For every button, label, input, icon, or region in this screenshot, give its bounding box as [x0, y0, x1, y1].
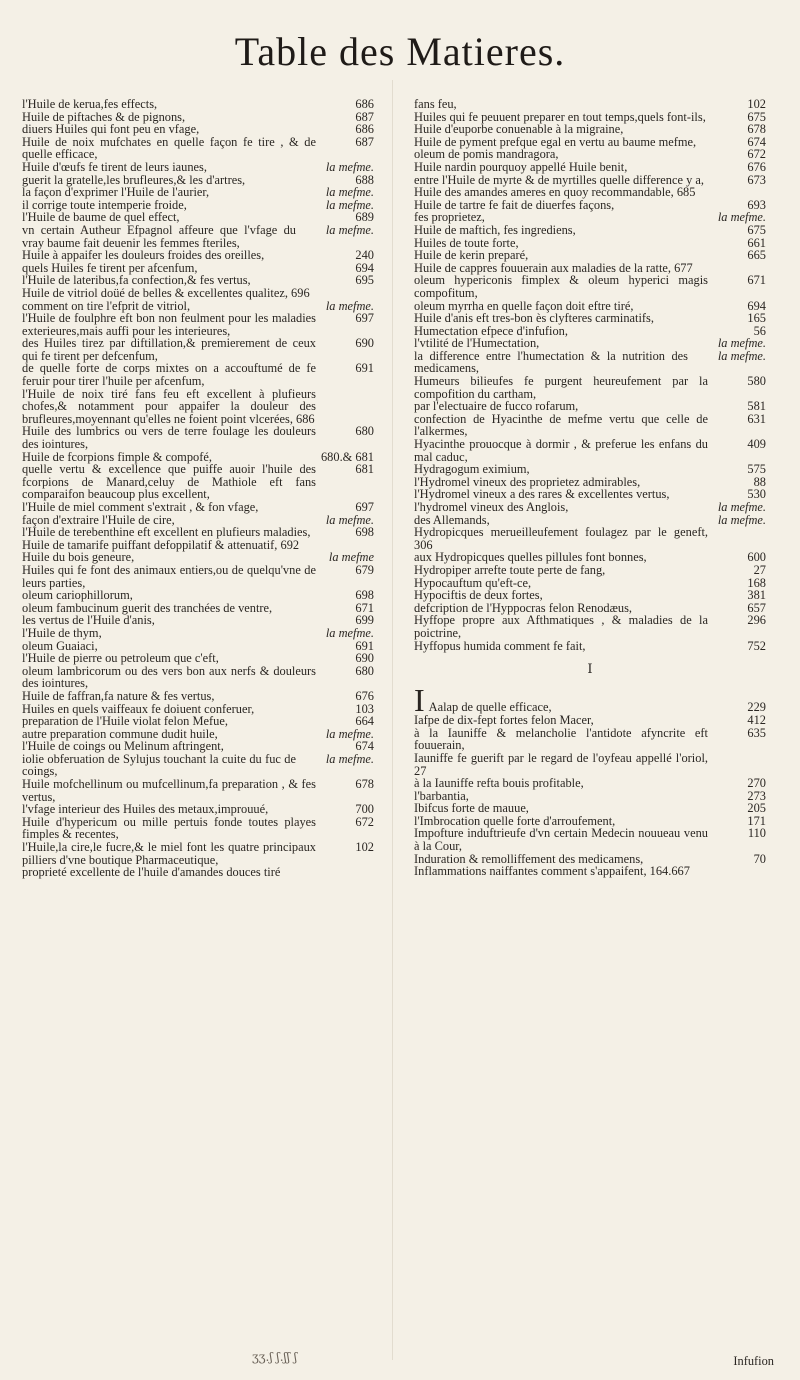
entry-page-ref: la mefme. — [325, 625, 374, 640]
entry-page-ref: la mefme. — [325, 726, 374, 741]
entry-text: Hyacinthe prouocque à dormir , & preferue les enfans du mal caduc, — [414, 437, 708, 464]
gutter — [392, 80, 393, 1360]
entry-page-ref: 240 — [355, 248, 374, 263]
entry-page-ref: 676 — [747, 159, 766, 174]
entry-text: Iafpe de dix-fept fortes felon Macer, — [414, 713, 594, 728]
index-entry — [414, 249, 766, 262]
entry-page-ref: 675 — [747, 222, 766, 237]
entry-text: l'Huile de kerua,fes effects, — [22, 97, 158, 111]
entry-page-ref: la mefme. — [717, 512, 766, 527]
index-entry — [414, 161, 766, 174]
entry-page-ref: 678 — [747, 122, 766, 137]
entry-page-ref: 27 — [753, 562, 766, 577]
entry-text: Hyffopus humida comment fe fait, — [414, 638, 586, 653]
entry-page-ref: 205 — [747, 801, 766, 816]
entry-page-ref: 700 — [355, 802, 374, 817]
entry-page-ref: 600 — [747, 550, 766, 565]
entry-page-ref: 631 — [747, 411, 766, 426]
entry-page-ref: 671 — [747, 273, 766, 288]
entry-text: l'barbantia, — [414, 788, 469, 803]
index-entry — [414, 413, 766, 438]
entry-page-ref: 694 — [747, 298, 766, 313]
entry-text: guerit la gratelle,les brufleures,& les d'artres, — [22, 172, 246, 187]
entry-page-ref: la mefme — [328, 550, 374, 565]
entry-text: oleum de pomis mandragora, — [414, 147, 559, 162]
entry-page-ref: 693 — [747, 197, 766, 212]
entry-page-ref: 56 — [753, 323, 766, 338]
index-entry — [22, 161, 374, 174]
index-entry — [414, 752, 766, 777]
entry-page-ref: 689 — [355, 210, 374, 225]
entry-page-ref: 674 — [747, 134, 766, 149]
entry-text: preparation de l'Huile violat felon Mefue, — [22, 714, 228, 729]
index-entry — [414, 640, 766, 653]
entry-page-ref: 752 — [747, 638, 766, 653]
index-entry — [414, 802, 766, 815]
index-entry — [22, 690, 374, 703]
entry-page-ref: 110 — [747, 826, 766, 841]
entry-text: Huile d'œufs fe tirent de leurs iaunes, — [22, 159, 207, 174]
entry-text: la façon d'exprimer l'Huile de l'aurier, — [22, 185, 210, 200]
entry-page-ref: 412 — [747, 713, 766, 728]
entry-text: Humeurs bilieufes fe purgent heureufement par la compofition du cartham, — [414, 374, 708, 401]
entry-text: l'hydromel vineux des Anglois, — [414, 500, 569, 514]
entry-text: Huile de tamarife puiffant defoppilatif & attenuatif, 692 — [22, 537, 300, 552]
entry-page-ref: 678 — [355, 777, 374, 792]
entry-text: des Allemands, — [414, 512, 490, 527]
entry-text: Huile de pyment prefque egal en vertu au baume mefme, — [414, 134, 697, 149]
index-entry — [414, 186, 766, 199]
entry-page-ref: 102 — [747, 97, 766, 111]
entry-page-ref: 698 — [355, 588, 374, 603]
entry-page-ref: 676 — [355, 688, 374, 703]
index-entry — [22, 665, 374, 690]
entry-page-ref: 697 — [355, 311, 374, 326]
entry-page-ref: la mefme. — [325, 197, 374, 212]
right-column — [414, 98, 766, 878]
entry-page-ref: 687 — [355, 134, 374, 149]
index-entry — [414, 463, 766, 476]
entry-text: Huile de maftich, fes ingrediens, — [414, 222, 576, 237]
section-letter-i: I — [587, 662, 593, 678]
index-entry — [22, 740, 374, 753]
entry-page-ref: la mefme. — [325, 159, 374, 174]
entry-text: Huile de kerin preparé, — [414, 248, 529, 263]
entry-page-ref: 673 — [747, 172, 766, 187]
entry-page-ref: 665 — [747, 248, 766, 263]
entry-page-ref: 661 — [747, 235, 766, 250]
entry-text: oleum fambucinum guerit des tranchées de ventre, — [22, 600, 273, 615]
entry-page-ref: 680 — [355, 663, 374, 678]
entry-text: l'Hydromel vineux des proprietez admirables, — [414, 474, 641, 489]
entry-text: Huile de tartre fe fait de diuerfes façons, — [414, 197, 615, 212]
entry-page-ref: 409 — [747, 437, 766, 452]
entry-page-ref: 672 — [355, 814, 374, 829]
entry-text: entre l'Huile de myrte & de myrtilles quelle difference y a, — [414, 172, 704, 187]
index-entry — [414, 501, 766, 514]
entry-text: l'Imbrocation quelle forte d'arroufement, — [414, 813, 616, 828]
index-entry — [22, 98, 374, 111]
index-entry — [22, 362, 374, 387]
entry-text: à la Iauniffe refta bouis profitable, — [414, 776, 584, 791]
entry-text: Huile du bois geneure, — [22, 550, 135, 565]
entry-text: fans feu, — [414, 97, 457, 111]
entry-text: iolie obferuation de Sylujus touchant la cuite du fuc de coings, — [22, 751, 296, 779]
entry-page-ref: 697 — [355, 500, 374, 514]
entry-text: des Huiles tirez par diftillation,& premierement de ceux qui fe tirent per defcenfum, — [22, 336, 316, 363]
entry-text: Aalap de quelle efficace, — [428, 700, 552, 715]
entry-page-ref: la mefme. — [325, 185, 374, 200]
index-entry — [22, 841, 374, 866]
entry-text: Induration & remolliffement des medicamens, — [414, 851, 644, 866]
entry-text: Huile à appaifer les douleurs froides des oreilles, — [22, 248, 265, 263]
entry-page-ref: 581 — [747, 399, 766, 414]
entry-page-ref: la mefme. — [717, 336, 766, 351]
entry-text: l'vfage interieur des Huiles des metaux,improuué, — [22, 802, 269, 817]
entry-text: l'Huile de terebenthine eft excellent en plufieurs maladies, — [22, 525, 311, 540]
entry-text: fes proprietez, — [414, 210, 485, 225]
entry-page-ref: la mefme. — [325, 222, 374, 237]
entry-page-ref: 681 — [355, 462, 374, 477]
entry-page-ref: la mefme. — [717, 500, 766, 514]
entry-page-ref: 270 — [747, 776, 766, 791]
entry-text: oleum Guaiaci, — [22, 638, 98, 653]
entry-page-ref: 686 — [355, 97, 374, 111]
entry-text: oleum hypericonis fimplex & oleum hyperici magis compofitum, — [414, 273, 708, 300]
entry-page-ref: la mefme. — [717, 348, 766, 363]
entry-text: l'vtilité de l'Humectation, — [414, 336, 540, 351]
entry-text: Huile d'hypericum ou mille pertuis fonde toutes playes fimples & recentes, — [22, 814, 316, 842]
index-entry — [414, 375, 766, 400]
entry-text: Huiles qui fe font des animaux entiers,ou de quelqu'vne de leurs parties, — [22, 562, 316, 590]
entry-page-ref: 168 — [747, 575, 766, 590]
index-entry — [22, 224, 374, 249]
entry-text: Inflammations naiffantes comment s'appaifent, 164.667 — [414, 864, 690, 879]
entry-page-ref: 672 — [747, 147, 766, 162]
entry-text: aux Hydropicques quelles pillules font bonnes, — [414, 550, 647, 565]
entry-page-ref: 671 — [355, 600, 374, 615]
entry-page-ref: 679 — [355, 562, 374, 577]
index-entry — [414, 400, 766, 413]
entry-text: de quelle forte de corps mixtes on a accouftumé de fe feruir pour tirer l'huile per afcenfum, — [22, 361, 316, 389]
index-entry — [22, 312, 374, 337]
entry-page-ref: 381 — [747, 588, 766, 603]
entry-page-ref: 675 — [747, 109, 766, 124]
index-entry — [22, 123, 374, 136]
index-entry — [22, 866, 374, 879]
index-entry — [22, 652, 374, 665]
entry-text: l'Huile de coings ou Melinum aftringent, — [22, 739, 224, 754]
index-entry — [414, 827, 766, 852]
index-entry — [414, 682, 766, 719]
entry-text: Huiles de toute forte, — [414, 235, 519, 250]
entry-text: l'Huile de pierre ou petroleum que c'eft, — [22, 651, 219, 666]
entry-page-ref: 530 — [747, 487, 766, 502]
entry-page-ref: 70 — [753, 851, 766, 866]
entry-text: l'Hydromel vineux a des rares & excellentes vertus, — [414, 487, 670, 502]
index-entry — [414, 438, 766, 463]
entry-page-ref: 296 — [747, 613, 766, 628]
entry-page-ref: 273 — [747, 788, 766, 803]
index-entry — [414, 123, 766, 136]
index-entry — [414, 727, 766, 752]
entry-text: Huile d'euporbe conuenable à la migraine, — [414, 122, 624, 137]
entry-text: comment on tire l'efprit de vitriol, — [22, 298, 191, 313]
index-entry — [22, 249, 374, 262]
index-entry — [414, 224, 766, 237]
entry-page-ref: 690 — [355, 336, 374, 351]
index-entry — [414, 274, 766, 299]
entry-page-ref: 103 — [355, 701, 374, 716]
entry-text: Humectation efpece d'infufion, — [414, 323, 568, 338]
entry-text: confection de Hyacinthe de mefme vertu que celle de l'alkermes, — [414, 411, 708, 439]
index-entry — [22, 715, 374, 728]
index-entry — [22, 803, 374, 816]
entry-page-ref: 687 — [355, 109, 374, 124]
entry-text: Huile des amandes ameres en quoy recommandable, 685 — [414, 185, 696, 200]
entry-text: oleum myrrha en quelle façon doit eftre tiré, — [414, 298, 634, 313]
entry-text: Impofture induftrieufe d'vn certain Medecin nouueau venu à la Cour, — [414, 826, 708, 854]
index-entry — [22, 753, 374, 778]
entry-text: quels Huiles fe tirent per afcenfum, — [22, 260, 198, 275]
index-entry — [414, 337, 766, 350]
entry-page-ref: 680.& 681 — [320, 449, 374, 464]
drop-capital: I — [414, 682, 425, 719]
entry-text: oleum lambricorum ou des vers bon aux nerfs & douleurs des iointures, — [22, 663, 316, 691]
index-entry — [22, 337, 374, 362]
index-entry — [22, 388, 374, 426]
entry-text: Iauniffe fe guerift par le regard de l'oyfeau appellé l'oriol, 27 — [414, 750, 708, 778]
entry-page-ref: 664 — [355, 714, 374, 729]
entry-text: Huile mofchellinum ou mufcellinum,fa preparation , & fes vertus, — [22, 777, 316, 804]
entry-text: Hyffope propre aux Afthmatiques , & maladies de la poictrine, — [414, 613, 708, 640]
index-entry — [22, 186, 374, 199]
entry-page-ref: 680 — [355, 424, 374, 439]
index-entry — [414, 526, 766, 551]
entry-text: Hydragogum eximium, — [414, 462, 530, 477]
entry-text: l'Huile de lateribus,fa confection,& fes vertus, — [22, 273, 251, 288]
entry-text: proprieté excellente de l'huile d'amandes douces tiré — [22, 865, 281, 880]
bottom-ornament: ʒʒ.ʃ ʃ.ʃʃ ʃ — [252, 1350, 298, 1364]
index-entry — [414, 350, 766, 375]
entry-text: Huile de faffran,fa nature & fes vertus, — [22, 688, 215, 703]
index-entry — [414, 865, 766, 878]
page-title: Table des Matieres. — [234, 29, 566, 74]
entry-text: l'Huile de foulphre eft bon non feulment pour les maladies exterieures,mais auffi pour les interieures, — [22, 311, 316, 338]
entry-text: Hydropiper arrefte toute perte de fang, — [414, 562, 606, 577]
index-entry — [414, 564, 766, 577]
index-entry — [22, 136, 374, 161]
entry-text: Ibifcus forte de mauue, — [414, 801, 529, 816]
entry-page-ref: 690 — [355, 651, 374, 666]
entry-text: la difference entre l'humectation & la nutrition des medicamens, — [414, 348, 688, 376]
entry-page-ref: 635 — [747, 725, 766, 740]
entry-text: Huile nardin pourquoy appellé Huile benit, — [414, 159, 628, 174]
entry-page-ref: 686 — [355, 122, 374, 137]
entry-text: par l'electuaire de fucco rofarum, — [414, 399, 579, 414]
entry-text: Huile d'anis eft tres-bon ès clyfteres carminatifs, — [414, 311, 654, 326]
entry-text: Hypocauftum qu'eft-ce, — [414, 575, 532, 590]
entry-text: l'Huile de baume de quel effect, — [22, 210, 180, 225]
entry-text: Huiles qui fe peuuent preparer en tout temps,quels font-ils, — [414, 109, 706, 124]
index-entry — [414, 312, 766, 325]
entry-page-ref: 171 — [747, 813, 766, 828]
entry-page-ref: 691 — [355, 638, 374, 653]
entry-text: l'Huile de noix tiré fans feu eft excellent à plufieurs chofes,& notamment pour appaifer la douleur des brufleures,moyennant qu'elles ne foient point vlcerées, 686 — [22, 386, 316, 426]
entry-page-ref: 688 — [355, 172, 374, 187]
index-entry — [22, 526, 374, 539]
entry-text: il corrige toute intemperie froide, — [22, 197, 187, 212]
entry-text: les vertus de l'Huile d'anis, — [22, 613, 155, 628]
entry-text: Huile de fcorpions fimple & compofé, — [22, 449, 212, 464]
entry-text: l'Huile de thym, — [22, 625, 102, 640]
entry-page-ref: 691 — [355, 361, 374, 376]
entry-page-ref: 102 — [355, 840, 374, 855]
entry-page-ref: la mefme. — [325, 512, 374, 527]
entry-text: Hypociftis de deux fortes, — [414, 588, 543, 603]
entry-text: defcription de l'Hyppocras felon Renodæus, — [414, 600, 632, 615]
index-entry — [22, 589, 374, 602]
entry-text: Huile des lumbrics ou vers de terre foulage les douleurs des iointures, — [22, 424, 316, 452]
index-entry — [22, 501, 374, 514]
index-entry — [22, 564, 374, 589]
entry-text: à la Iauniffe & melancholie l'antidote afyncrite eft fouuerain, — [414, 725, 708, 753]
index-entry — [22, 463, 374, 501]
entry-text: l'Huile,la cire,le fucre,& le miel font les quatre principaux pilliers d'vne boutique Pharmaceutique, — [22, 840, 316, 867]
index-entry — [22, 778, 374, 803]
index-entry — [414, 777, 766, 790]
catchword: Infufion — [733, 1354, 774, 1368]
entry-text: l'Huile de miel comment s'extrait , & fon vfage, — [22, 500, 259, 514]
entry-page-ref: 695 — [355, 273, 374, 288]
left-column — [22, 98, 374, 879]
entry-page-ref: 165 — [747, 311, 766, 326]
entry-page-ref: 694 — [355, 260, 374, 275]
entry-text: Hydropicques merueilleufement foulagez par le geneft, 306 — [414, 525, 708, 552]
entry-page-ref: 657 — [747, 600, 766, 615]
index-entry — [414, 589, 766, 602]
entry-page-ref: 674 — [355, 739, 374, 754]
entry-page-ref: la mefme. — [717, 210, 766, 225]
index-entry — [22, 425, 374, 450]
entry-text: Huile de vitriol doüé de belles & excellentes qualitez, 696 — [22, 285, 310, 300]
entry-text: quelle vertu & excellence que puiffe auoir l'huile des fcorpions de Manard,celuy de Mathiole eft fans comparaifon beaucoup plus excellent, — [22, 462, 316, 502]
index-entry — [414, 98, 766, 111]
entry-text: Huile de piftaches & de pignons, — [22, 109, 186, 124]
index-entry — [22, 627, 374, 640]
index-entry — [22, 816, 374, 841]
entry-page-ref: 88 — [753, 474, 766, 489]
entry-text: Huile de noix mufchates en quelle façon fe tire , & de quelle efficace, — [22, 134, 316, 162]
entry-page-ref: 580 — [747, 374, 766, 389]
index-entry — [22, 287, 374, 300]
entry-text: autre preparation commune dudit huile, — [22, 726, 218, 741]
entry-page-ref: la mefme. — [325, 298, 374, 313]
entry-text: vn certain Autheur Efpagnol affeure que l'vfage du vray baume fait deuenir les femmes fteriles, — [22, 222, 296, 250]
entry-page-ref: 698 — [355, 525, 374, 540]
entry-text: Huiles en quels vaiffeaux fe doiuent conferuer, — [22, 701, 255, 716]
entry-text: Huile de cappres fouuerain aux maladies de la ratte, 677 — [414, 260, 693, 275]
entry-page-ref: 229 — [747, 700, 766, 715]
entry-page-ref: 699 — [355, 613, 374, 628]
entry-text: diuers Huiles qui font peu en vfage, — [22, 122, 200, 137]
entry-text: oleum cariophillorum, — [22, 588, 133, 603]
entry-page-ref: la mefme. — [325, 751, 374, 766]
entry-text: façon d'extraire l'Huile de cire, — [22, 512, 175, 527]
entry-page-ref: 575 — [747, 462, 766, 477]
index-entry — [414, 614, 766, 639]
index-entry — [414, 714, 766, 727]
